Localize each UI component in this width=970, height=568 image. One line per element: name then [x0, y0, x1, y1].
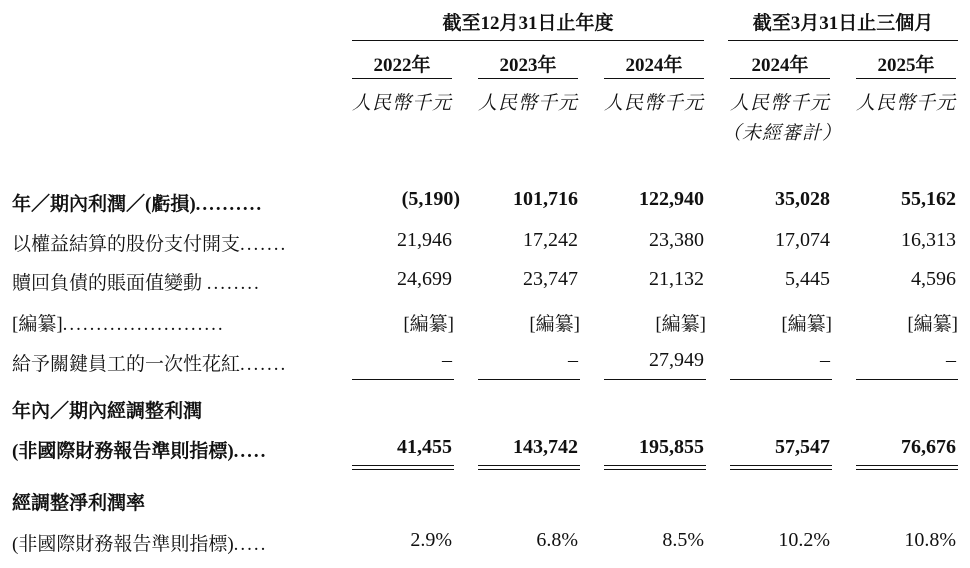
column-unit-2025-q: 人民幣千元	[855, 93, 956, 114]
column-unit-2024-q: 人民幣千元	[729, 93, 830, 114]
cell-redemption-2025-q: 4,596	[911, 268, 956, 290]
cell-profit-2024-q: 35,028	[775, 188, 830, 210]
cell-sbp-2025-q: 16,313	[901, 229, 956, 251]
cell-adjusted-margin-2024-q: 10.2%	[778, 529, 830, 551]
cell-profit-2025-q: 55,162	[901, 188, 956, 210]
cell-adjusted-margin-2023: 6.8%	[536, 529, 578, 551]
column-year-2023: 2023年	[499, 55, 557, 76]
total-rule-upper-2023	[478, 465, 580, 466]
cell-redemption-2024-q: 5,445	[785, 268, 830, 290]
row-label-redacted: [編纂]........................	[12, 314, 225, 335]
cell-adjusted-profit-2022: 41,455	[397, 436, 452, 458]
subtotal-rule-2023	[478, 379, 580, 380]
column-rule-2024	[604, 78, 704, 79]
row-label-redemption-liability: 贖回負債的賬面值變動 ........	[12, 273, 261, 294]
group-rule-fiscal-year	[352, 40, 704, 41]
cell-redacted-2024-q: [編纂]	[781, 314, 832, 335]
cell-profit-2022: (5,190)	[401, 188, 460, 210]
cell-redacted-2022: [編纂]	[403, 314, 454, 335]
row-label-adjusted-margin: 經調整淨利潤率	[12, 493, 146, 514]
cell-bonus-2022: –	[442, 349, 452, 371]
cell-redemption-2022: 24,699	[397, 268, 452, 290]
column-note-unaudited: （未經審計）	[722, 123, 843, 144]
cell-redemption-2024: 21,132	[649, 268, 704, 290]
group-header-quarter: 截至3月31日止三個月	[752, 13, 934, 34]
total-rule-upper-2025-q	[856, 465, 958, 466]
cell-adjusted-profit-2024: 195,855	[639, 436, 704, 458]
row-label-adjusted-margin-note: (非國際財務報告準則指標).....	[12, 534, 268, 555]
total-rule-lower-2024	[604, 469, 706, 470]
column-rule-2025-q	[856, 78, 956, 79]
column-rule-2024-q	[730, 78, 830, 79]
cell-bonus-2025-q: –	[946, 349, 956, 371]
column-unit-2024: 人民幣千元	[603, 93, 704, 114]
cell-adjusted-profit-2025-q: 76,676	[901, 436, 956, 458]
column-rule-2022	[352, 78, 452, 79]
cell-sbp-2023: 17,242	[523, 229, 578, 251]
total-rule-upper-2024-q	[730, 465, 832, 466]
total-rule-lower-2023	[478, 469, 580, 470]
cell-redemption-2023: 23,747	[523, 268, 578, 290]
total-rule-lower-2024-q	[730, 469, 832, 470]
cell-redacted-2024: [編纂]	[655, 314, 706, 335]
total-rule-upper-2024	[604, 465, 706, 466]
cell-adjusted-profit-2023: 143,742	[513, 436, 578, 458]
subtotal-rule-2022	[352, 379, 454, 380]
total-rule-upper-2022	[352, 465, 454, 466]
column-year-2025-q: 2025年	[877, 55, 935, 76]
subtotal-rule-2024	[604, 379, 706, 380]
cell-adjusted-profit-2024-q: 57,547	[775, 436, 830, 458]
group-header-fiscal-year: 截至12月31日止年度	[442, 13, 614, 34]
subtotal-rule-2024-q	[730, 379, 832, 380]
cell-sbp-2022: 21,946	[397, 229, 452, 251]
cell-redacted-2023: [編纂]	[529, 314, 580, 335]
row-label-adjusted-profit: 年內／期內經調整利潤	[12, 401, 203, 422]
total-rule-lower-2022	[352, 469, 454, 470]
column-year-2024-q: 2024年	[751, 55, 809, 76]
cell-bonus-2024: 27,949	[649, 349, 704, 371]
group-rule-quarter	[728, 40, 958, 41]
row-label-share-based-payment: 以權益結算的股份支付開支.......	[12, 234, 288, 255]
cell-profit-2023: 101,716	[513, 188, 578, 210]
cell-sbp-2024-q: 17,074	[775, 229, 830, 251]
row-label-profit-loss: 年／期內利潤／(虧損)..........	[12, 194, 264, 215]
subtotal-rule-2025-q	[856, 379, 958, 380]
column-unit-2023: 人民幣千元	[477, 93, 578, 114]
cell-adjusted-margin-2025-q: 10.8%	[904, 529, 956, 551]
total-rule-lower-2025-q	[856, 469, 958, 470]
row-label-one-off-bonus: 給予關鍵員工的一次性花紅.......	[12, 354, 288, 375]
row-label-adjusted-profit-note: (非國際財務報告準則指標).....	[12, 441, 268, 462]
column-rule-2023	[478, 78, 578, 79]
cell-sbp-2024: 23,380	[649, 229, 704, 251]
cell-adjusted-margin-2022: 2.9%	[410, 529, 452, 551]
cell-bonus-2023: –	[568, 349, 578, 371]
column-year-2024: 2024年	[625, 55, 683, 76]
column-year-2022: 2022年	[373, 55, 431, 76]
cell-bonus-2024-q: –	[820, 349, 830, 371]
cell-redacted-2025-q: [編纂]	[907, 314, 958, 335]
cell-adjusted-margin-2024: 8.5%	[662, 529, 704, 551]
column-unit-2022: 人民幣千元	[351, 93, 452, 114]
cell-profit-2024: 122,940	[639, 188, 704, 210]
